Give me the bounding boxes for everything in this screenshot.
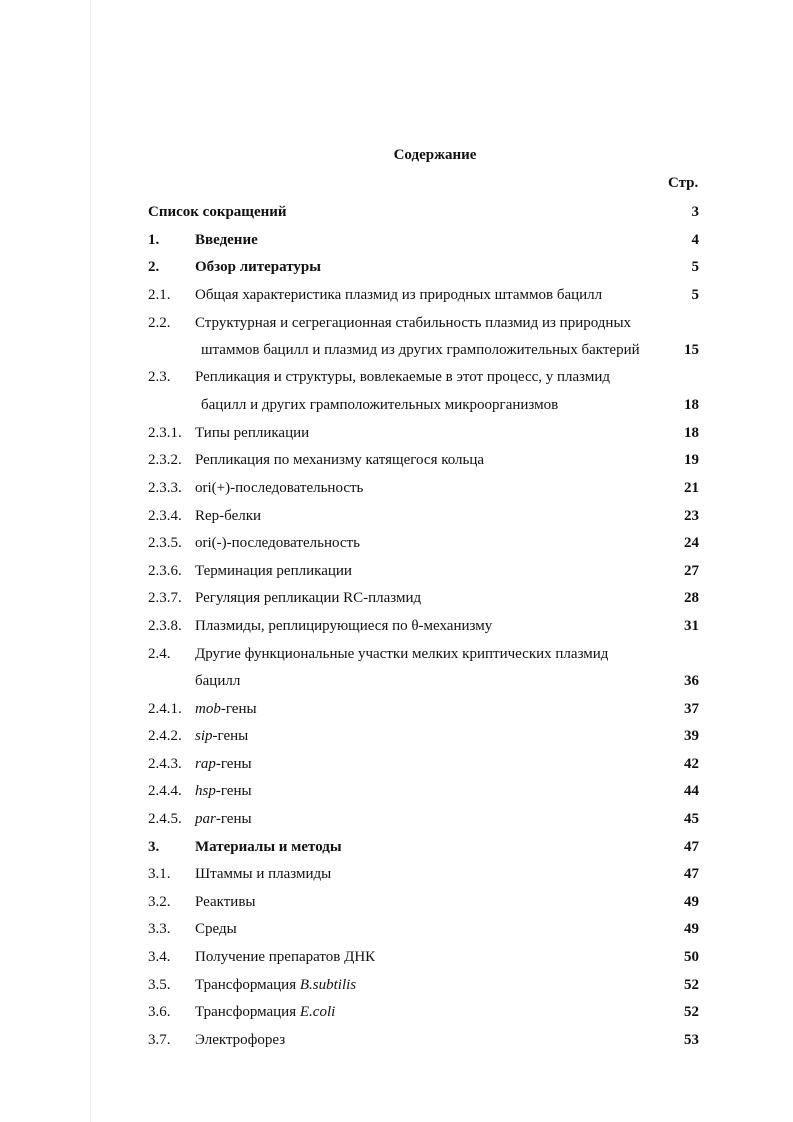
toc-entry-text [195, 755, 252, 773]
toc-page-number: 49 [684, 921, 699, 937]
toc-entry-prefix: Трансформация [195, 1004, 300, 1020]
toc-page-number: 5 [691, 287, 699, 303]
toc-page-number: 53 [684, 1032, 699, 1048]
toc-entry-text: Штаммы и плазмиды [195, 866, 332, 882]
toc-page-number: 18 [684, 425, 699, 441]
toc-entry-text: Репликация по механизму катящегося кольца [195, 452, 485, 468]
toc-page-number: 45 [684, 811, 699, 827]
toc-page-number: 15 [684, 342, 699, 358]
toc-entry-text: Введение [195, 232, 258, 248]
toc-number: 3.5. [148, 977, 171, 993]
toc-entry-text [195, 1003, 335, 1021]
toc-entry-text [195, 700, 257, 718]
toc-number: 3. [148, 839, 160, 855]
toc-entry-text: Репликация и структуры, вовлекаемые в этот процесс, у плазмид [195, 369, 611, 385]
toc-number: 2.4.1. [148, 701, 182, 717]
toc-page-number: 36 [684, 673, 699, 689]
toc-entry-suffix: -гены [220, 701, 257, 717]
toc-number: 2.4.3. [148, 756, 182, 772]
organism-name-italic: B.subtilis [299, 977, 357, 993]
toc-entry-text-continued: штаммов бацилл и плазмид из других грамположительных бактерий [201, 342, 640, 358]
toc-number: 2.3.3. [148, 480, 182, 496]
toc-page-number: 28 [684, 590, 699, 606]
toc-entry-text [195, 976, 356, 994]
toc-number: 2.3.7. [148, 590, 182, 606]
toc-number: 2.1. [148, 287, 171, 303]
toc-entry-text: Материалы и методы [195, 839, 342, 855]
toc-page-number: 4 [691, 232, 699, 248]
toc-page-number: 42 [684, 756, 699, 772]
gene-name-italic: mob [195, 701, 221, 717]
toc-page-number: 24 [684, 535, 699, 551]
toc-entry-text: Rep-белки [195, 508, 262, 524]
toc-page-number: 23 [684, 508, 699, 524]
toc-page-number: 39 [684, 728, 699, 744]
toc-entry-text: Общая характеристика плазмид из природных штаммов бацилл [195, 287, 603, 303]
toc-number: 2.3.2. [148, 452, 182, 468]
toc-page-number: 19 [684, 452, 699, 468]
toc-entry-suffix: -гены [212, 728, 249, 744]
toc-number: 2.3.6. [148, 563, 182, 579]
toc-number: 2.3.1. [148, 425, 182, 441]
toc-page-number: 52 [684, 977, 699, 993]
toc-number: 3.6. [148, 1004, 171, 1020]
toc-page-number: 31 [684, 618, 699, 634]
toc-entry-text: Плазмиды, реплицирующиеся по θ-механизму [195, 618, 493, 634]
toc-entry-text: Другие функциональные участки мелких криптических плазмид [195, 646, 609, 662]
toc-number: 3.2. [148, 894, 171, 910]
toc-page-number: 5 [691, 259, 699, 275]
toc-page-number: 47 [684, 839, 699, 855]
toc-entry-text-continued: бацилл и других грамположительных микроорганизмов [201, 397, 559, 413]
toc-entry-text: ori(+)-последовательность [195, 480, 364, 496]
toc-entry-text: Список сокращений [148, 204, 287, 220]
toc-number: 3.4. [148, 949, 171, 965]
toc-entry-text: Среды [195, 921, 237, 937]
toc-entry-suffix: -гены [215, 756, 252, 772]
page-edge [90, 0, 91, 1122]
toc-entry-text: Реактивы [195, 894, 256, 910]
toc-number: 2.4. [148, 646, 171, 662]
page-column-header: Стр. [668, 175, 699, 191]
toc-number: 2.2. [148, 315, 171, 331]
toc-number: 2. [148, 259, 160, 275]
gene-name-italic: par [195, 811, 216, 827]
toc-entry-text [195, 727, 248, 745]
toc-entry-text [195, 810, 252, 828]
toc-entry-text: Структурная и сегрегационная стабильность плазмид из природных [195, 315, 632, 331]
toc-page-number: 21 [684, 480, 699, 496]
page-title: Содержание [393, 147, 477, 163]
toc-number: 3.1. [148, 866, 171, 882]
toc-page-number: 50 [684, 949, 699, 965]
toc-page-number: 3 [691, 204, 699, 220]
toc-number: 2.4.5. [148, 811, 182, 827]
gene-name-italic: sip [195, 728, 213, 744]
toc-page-number: 49 [684, 894, 699, 910]
toc-page-number: 52 [684, 1004, 699, 1020]
toc-entry-text-continued: бацилл [195, 673, 241, 689]
toc-number: 3.3. [148, 921, 171, 937]
toc-page-number: 18 [684, 397, 699, 413]
toc-entry-suffix: -гены [215, 783, 252, 799]
toc-entry-text: Получение препаратов ДНК [195, 949, 376, 965]
gene-name-italic: hsp [195, 783, 216, 799]
toc-entry-suffix: -гены [215, 811, 252, 827]
toc-entry-text: Терминация репликации [195, 563, 352, 579]
toc-page-number: 27 [684, 563, 699, 579]
toc-entry-prefix: Трансформация [195, 977, 300, 993]
gene-name-italic: rap [195, 756, 216, 772]
toc-page-number: 44 [684, 783, 699, 799]
toc-number: 2.3.8. [148, 618, 182, 634]
organism-name-italic: E.coli [299, 1004, 336, 1020]
toc-entry-text: Регуляция репликации RC-плазмид [195, 590, 422, 606]
toc-entry-text [195, 782, 252, 800]
toc-entry-text: Обзор литературы [195, 259, 321, 275]
toc-entry-text: ori(-)-последовательность [195, 535, 360, 551]
toc-number: 2.3. [148, 369, 171, 385]
toc-number: 2.3.5. [148, 535, 182, 551]
toc-page-number: 37 [684, 701, 699, 717]
toc-number: 2.3.4. [148, 508, 182, 524]
toc-number: 1. [148, 232, 160, 248]
toc-page-number: 47 [684, 866, 699, 882]
toc-entry-text: Типы репликации [195, 425, 310, 441]
toc-entry-text: Электрофорез [195, 1032, 286, 1048]
toc-number: 2.4.2. [148, 728, 182, 744]
toc-number: 2.4.4. [148, 783, 182, 799]
toc-number: 3.7. [148, 1032, 171, 1048]
